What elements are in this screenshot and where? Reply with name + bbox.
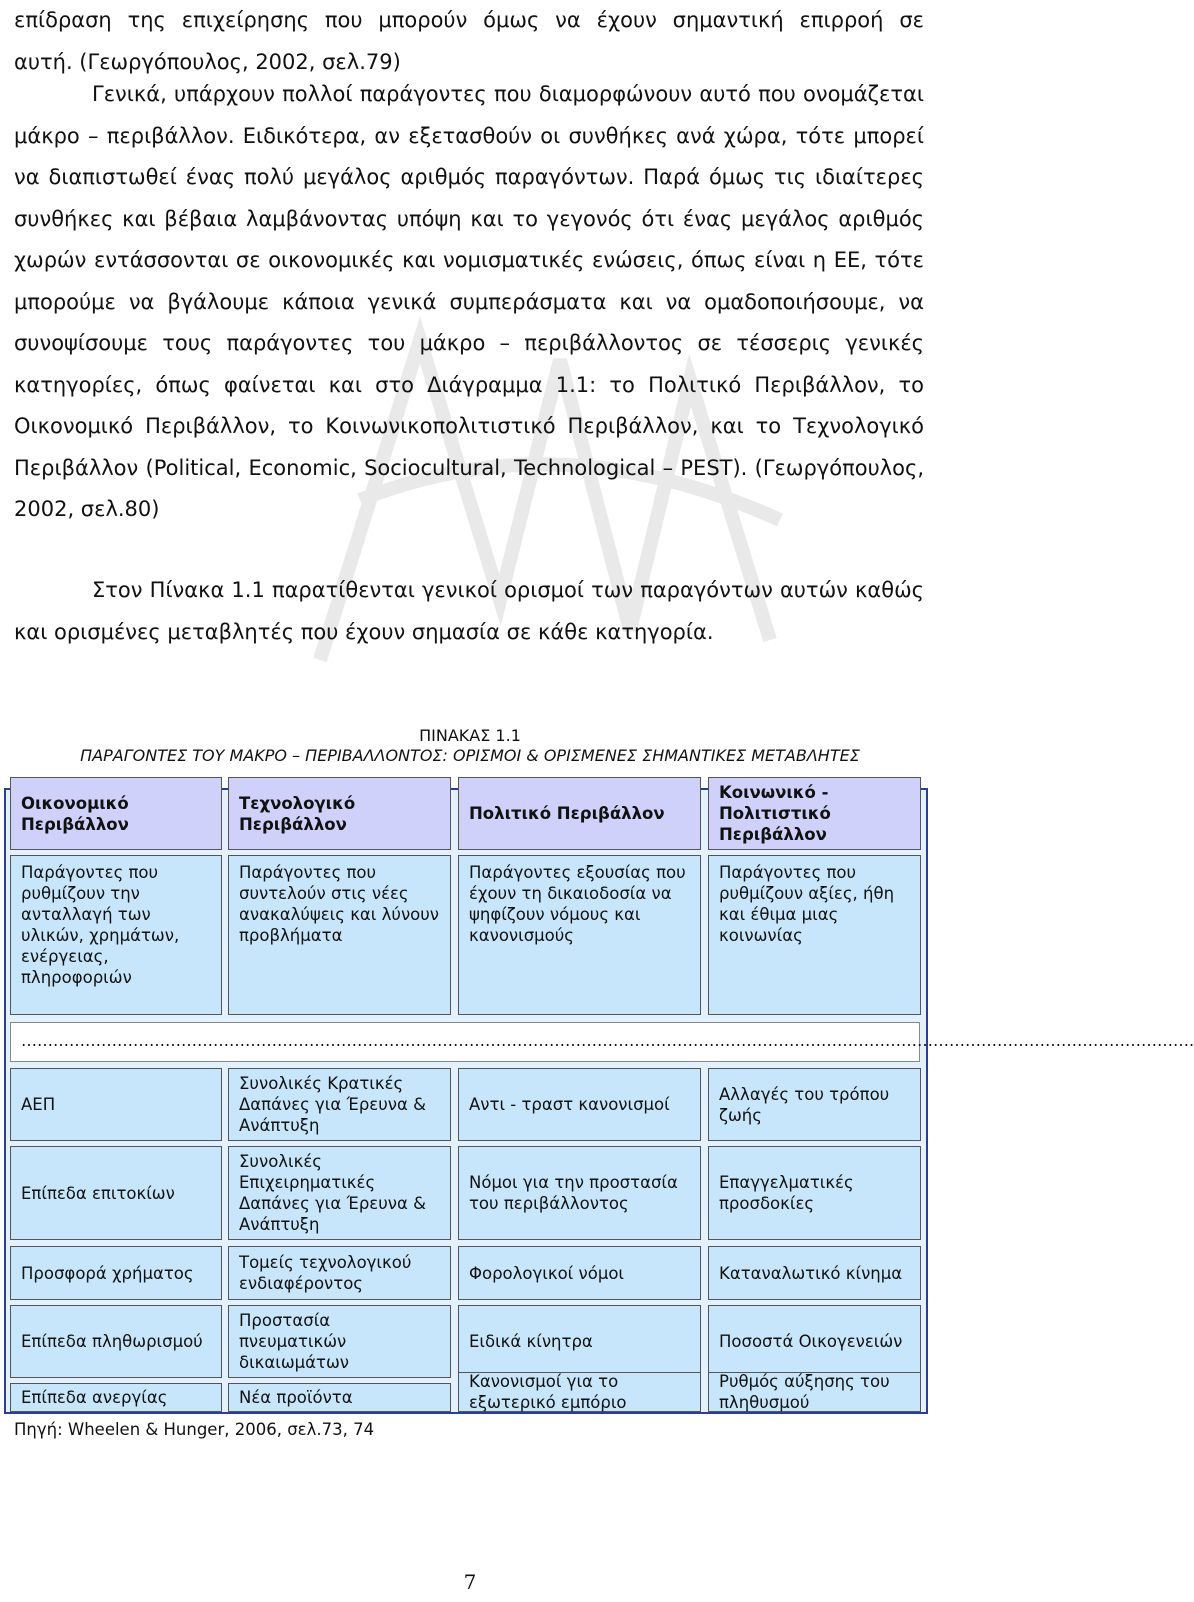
definition-political: Παράγοντες εξουσίας που έχουν τη δικαιοδοσία να ψηφίζουν νόμους και κανονισμούς bbox=[458, 855, 701, 1015]
definition-sociocultural: Παράγοντες που ρυθμίζουν αξίες, ήθη και έθιμα μιας κοινωνίας bbox=[708, 855, 921, 1015]
table-separator: …………………………………………………………………………………………………………………………………………………………………………………………………. bbox=[10, 1022, 920, 1062]
table-cell: Προσφορά χρήματος bbox=[10, 1246, 222, 1300]
table-cell: Νέα προϊόντα bbox=[228, 1383, 451, 1412]
table-number: ΠΙΝΑΚΑΣ 1.1 bbox=[419, 726, 521, 745]
table-cell: Επίπεδα επιτοκίων bbox=[10, 1146, 222, 1240]
table-cell: Επίπεδα ανεργίας bbox=[10, 1383, 222, 1412]
table-cell: Συνολικές Κρατικές Δαπάνες για Έρευνα & Ανάπτυξη bbox=[228, 1068, 451, 1141]
table-cell: Προστασία πνευματικών δικαιωμάτων bbox=[228, 1305, 451, 1378]
paragraph-macro-environment: Γενικά, υπάρχουν πολλοί παράγοντες που διαμορφώνουν αυτό που ονομάζεται μάκρο – περιβάλλον. Ειδικότερα, αν εξετασθούν οι συνθήκες ανά χώρα, τότε μπορεί να διαπιστωθεί ένας πολύ μεγάλος αριθμός παραγόντων. Παρά όμως τις ιδιαίτερες συνθήκες και βέβαια λαμβάνοντας υπόψη και το γεγονός ότι ένας μεγάλος αριθμός χωρών εντάσσονται σε οικονομικές και νομισματικές ενώσεις, όπως είναι η ΕΕ, τότε μπορούμε να βγάλουμε κάποια γενικά συμπεράσματα και να ομαδοποιήσουμε, να συνοψίσουμε τους παράγοντες του μάκρο – περιβάλλοντος σε τέσσερις γενικές κατηγορίες, όπως φαίνεται και στο Διάγραμμα 1.1: το Πολιτικό Περιβάλλον, το Οικονομικό Περιβάλλον, το Κοινωνικοπολιτιστικό Περιβάλλον, και το Τεχνολογικό Περιβάλλον (Political, Economic, Sociocultural, Technological – PEST). (Γεωργόπουλος, 2002, σελ.80) bbox=[14, 82, 924, 521]
table-cell: Καταναλωτικό κίνημα bbox=[708, 1246, 921, 1300]
paragraph-continuation bbox=[14, 0, 924, 83]
page-number: 7 bbox=[463, 1570, 477, 1594]
table-cell: Συνολικές Επιχειρηματικές Δαπάνες για Έρευνα & Ανάπτυξη bbox=[228, 1146, 451, 1240]
header-technological: Τεχνολογικό Περιβάλλον bbox=[228, 777, 451, 850]
table-cell: Νόμοι για την προστασία του περιβάλλοντος bbox=[458, 1146, 701, 1240]
definition-technological: Παράγοντες που συντελούν στις νέες ανακαλύψεις και λύνουν προβλήματα bbox=[228, 855, 451, 1015]
table-cell: Αλλαγές του τρόπου ζωής bbox=[708, 1068, 921, 1141]
definition-economic: Παράγοντες που ρυθμίζουν την ανταλλαγή των υλικών, χρημάτων, ενέργειας, πληροφοριών bbox=[10, 855, 222, 1015]
table-cell: Επαγγελματικές προσδοκίες bbox=[708, 1146, 921, 1240]
table-cell: Τομείς τεχνολογικού ενδιαφέροντος bbox=[228, 1246, 451, 1300]
table-cell: Επίπεδα πληθωρισμού bbox=[10, 1305, 222, 1378]
table-title: ΠΑΡΑΓΟΝΤΕΣ ΤΟΥ ΜΑΚΡΟ – ΠΕΡΙΒΑΛΛΟΝΤΟΣ: ΟΡΙΣΜΟΙ & ΟΡΙΣΜΕΝΕΣ ΣΗΜΑΝΤΙΚΕΣ ΜΕΤΑΒΛΗΤΕΣ bbox=[80, 746, 860, 765]
table-cell: Αντι - τραστ κανονισμοί bbox=[458, 1068, 701, 1141]
paragraph-line: αυτή. (Γεωργόπουλος, 2002, σελ.79) bbox=[14, 49, 401, 74]
header-economic: Οικονομικό Περιβάλλον bbox=[10, 777, 222, 850]
paragraph-line: επίδραση της επιχείρησης που μπορούν όμως να έχουν σημαντική επιρροή σε bbox=[14, 8, 924, 32]
table-cell: Κανονισμοί για το εξωτερικό εμπόριο bbox=[458, 1372, 701, 1412]
table-cell: ΑΕΠ bbox=[10, 1068, 222, 1141]
header-political: Πολιτικό Περιβάλλον bbox=[458, 777, 701, 850]
table-source: Πηγή: Wheelen & Hunger, 2006, σελ.73, 74 bbox=[14, 1420, 375, 1439]
table-cell: Ρυθμός αύξησης του πληθυσμού bbox=[708, 1372, 921, 1412]
table-cell: Ειδικά κίνητρα bbox=[458, 1305, 701, 1378]
paragraph-table-intro: Στον Πίνακα 1.1 παρατίθενται γενικοί ορισμοί των παραγόντων αυτών καθώς και ορισμένες μεταβλητές που έχουν σημασία σε κάθε κατηγορία. bbox=[14, 578, 924, 644]
table-cell: Φορολογικοί νόμοι bbox=[458, 1246, 701, 1300]
header-sociocultural: Κοινωνικό - Πολιτιστικό Περιβάλλον bbox=[708, 777, 921, 850]
table-cell: Ποσοστά Οικογενειών bbox=[708, 1305, 921, 1378]
